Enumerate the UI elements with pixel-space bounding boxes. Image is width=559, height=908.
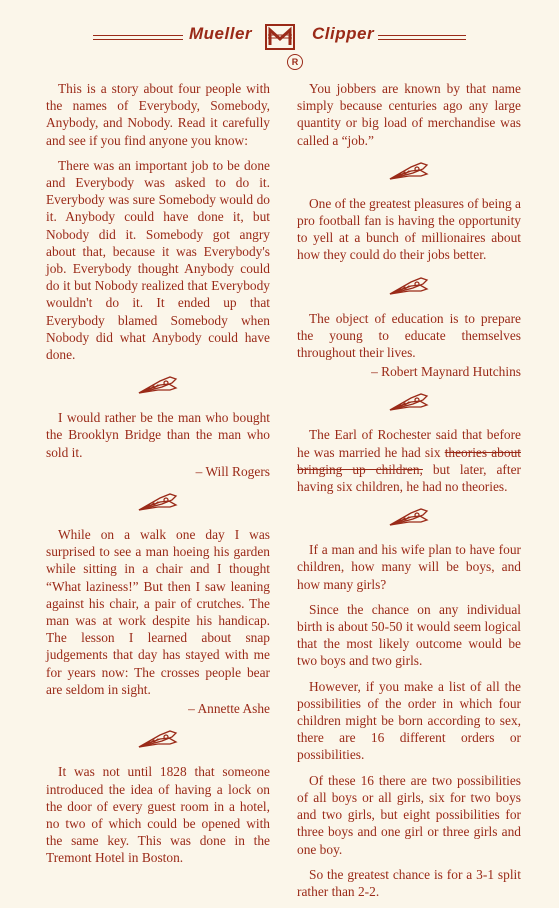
children-paragraph-1: If a man and his wife plan to have four children, how many will be boys, and how many girls? bbox=[297, 542, 521, 592]
ashe-attribution: – Annette Ashe bbox=[188, 701, 270, 717]
registered-mark: R bbox=[287, 54, 303, 70]
ashe-quote: While on a walk one day I was surprised to see a man hoeing his garden while sitting in a chair and I thought “What laziness!” But then I saw leaning against his chair, a pair of crutches. The man was at work despite his handicap. The lesson I learned about snap judgements that day has stayed with me for years now: The crosses people bear are seldom in sight. bbox=[46, 527, 270, 697]
alligator-clip-icon bbox=[136, 373, 180, 397]
story-paragraph-1: This is a story about four people with the names of Everybody, Somebody, Anybody, and Nobody. Read it carefully and see if you find anyone you know: bbox=[46, 81, 270, 148]
alligator-clip-icon bbox=[136, 727, 180, 751]
brand-name-right: Clipper bbox=[312, 24, 375, 43]
left-column bbox=[46, 80, 270, 875]
header-rule-right bbox=[378, 35, 466, 40]
education-quote: The object of education is to prepare the young to educate themselves throughout their lives. bbox=[297, 310, 521, 361]
education-attribution: – Robert Maynard Hutchins bbox=[371, 364, 521, 380]
brand-name-left: Mueller bbox=[189, 24, 253, 43]
children-paragraph-5: So the greatest chance is for a 3-1 split rather than 2-2. bbox=[297, 866, 521, 899]
alligator-clip-icon bbox=[136, 490, 180, 514]
rogers-attribution: – Will Rogers bbox=[195, 463, 270, 479]
alligator-clip-icon bbox=[387, 505, 431, 529]
story-paragraph-2: There was an important job to be done and Everybody was asked to do it. Everybody was sure Somebody would do it. Anybody could have done it, but Nobody did it. Somebody got angry about that, because it was Everybody's job. Everybody thought Anybody could do it but Nobody realized that Everybody wouldn't do it. It ended up that Everybody blamed Somebody when Nobody did what Anybody could have done. bbox=[46, 157, 270, 363]
header bbox=[0, 22, 559, 72]
alligator-clip-icon bbox=[387, 159, 431, 183]
alligator-clip-icon bbox=[387, 274, 431, 298]
mueller-m-logo-icon bbox=[265, 24, 295, 50]
header-rule-left bbox=[93, 35, 183, 40]
jobbers-note: You jobbers are known by that name simply because centuries ago any large quantity or big load of merchandise was called a “job.” bbox=[297, 81, 521, 148]
rochester-note bbox=[297, 426, 521, 495]
football-note: One of the greatest pleasures of being a pro football fan is having the opportunity to yell at a bunch of millionaires about how they could do their jobs better. bbox=[297, 195, 521, 263]
rogers-quote: I would rather be the man who bought the Brooklyn Bridge than the man who sold it. bbox=[46, 410, 270, 460]
rochester-text-a: The Earl of Rochester said that before he was married he had six bbox=[297, 427, 521, 460]
children-paragraph-4: Of these 16 there are two possibilities of all boys or all girls, six for two boys and two girls, but eight possibilities for three boys and one girl or three girls and one boy. bbox=[297, 772, 521, 857]
rochester-struck-text: theories about bringing up children, bbox=[297, 444, 521, 477]
alligator-clip-icon bbox=[387, 390, 431, 414]
children-paragraph-3: However, if you make a list of all the possibilities of the order in which four children might be born according to sex, there are 16 different orders or possibilities. bbox=[297, 678, 521, 763]
children-paragraph-2: Since the chance on any individual birth is about 50-50 it would seem logical that the most likely outcome would be two boys and two girls. bbox=[297, 601, 521, 669]
right-column bbox=[297, 80, 521, 908]
rochester-text-b: but later, after having six children, he had no theories. bbox=[297, 461, 522, 495]
hotel-lock-note: It was not until 1828 that someone introduced the idea of having a lock on the door of every guest room in a hotel, no two of which could be opened with the same key. This was done in the Tremont Hotel in Boston. bbox=[46, 764, 270, 866]
